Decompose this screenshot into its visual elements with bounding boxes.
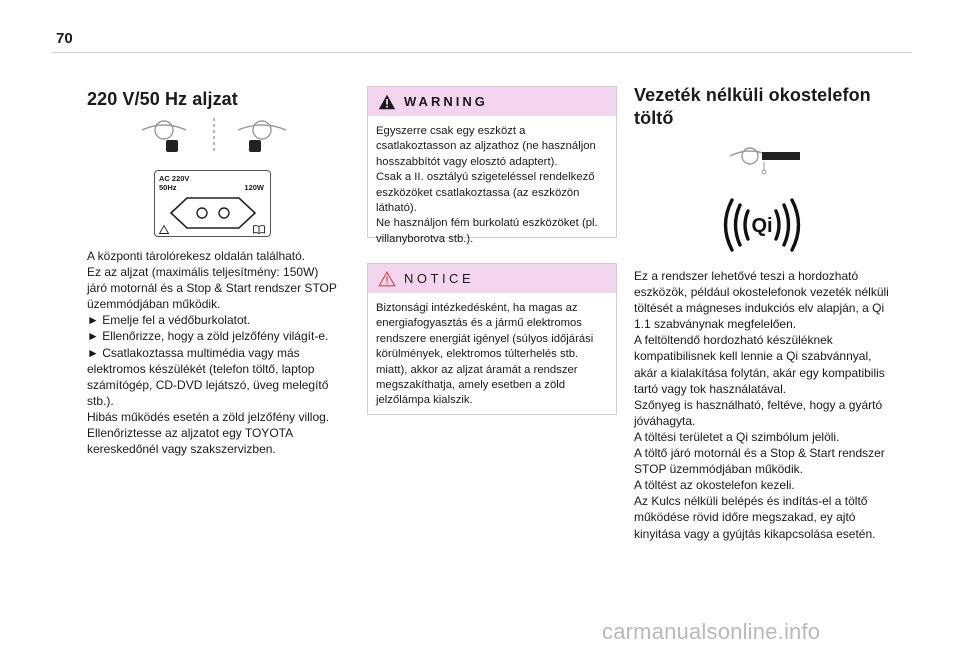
section-title-socket: 220 V/50 Hz aljzat bbox=[87, 89, 238, 109]
notice-title: NOTICE bbox=[404, 271, 475, 286]
warning-triangle-icon bbox=[378, 94, 396, 110]
text-line: töltését a mágneses indukciós elv alapján, a Qi bbox=[634, 301, 885, 316]
text-line: csatlakoztasson az aljzathoz (ne használjon bbox=[376, 140, 596, 153]
text-line: ► Ellenőrizze, hogy a zöld jelzőfény világít-e. bbox=[87, 329, 329, 344]
text-line: működése rövid időre megszakad, ey ajtó bbox=[634, 510, 856, 525]
text-line: stb.). bbox=[87, 393, 114, 408]
text-line: kompatibilisnek kell lennie a Qi szabvánnyal, bbox=[634, 349, 872, 364]
text-line: rendszere energiát igényel (súlyos időjárási bbox=[376, 332, 594, 345]
column-callouts bbox=[367, 86, 617, 407]
text-line: számítógép, CD-DVD lejátszó, üveg melegítő bbox=[87, 377, 329, 392]
text-line: akár a kialakítása folytán, akár egy kompatibilis bbox=[634, 365, 885, 380]
text-line: eszközöket csatlakoztassa (az eszközön bbox=[376, 186, 580, 199]
caution-triangle-icon bbox=[159, 225, 169, 234]
text-line: hosszabbítót vagy elosztó adaptert). bbox=[376, 155, 558, 168]
text-line: Ne használjon fém burkolatú eszközöket (pl. bbox=[376, 217, 598, 230]
socket-diagram bbox=[154, 170, 271, 237]
notice-triangle-icon bbox=[378, 271, 396, 287]
notice-callout bbox=[367, 263, 617, 415]
text-line: üzemmódjában működik. bbox=[87, 297, 221, 312]
text-line: elektromos készülékét (telefon töltő, laptop bbox=[87, 361, 315, 376]
text-line: látható). bbox=[376, 202, 417, 215]
socket-marker-icon bbox=[249, 140, 261, 152]
text-line: Biztonsági intézkedésként, ha magas az bbox=[376, 302, 578, 314]
text-line: A központi tárolórekesz oldalán található. bbox=[87, 249, 306, 263]
page-number: 70 bbox=[56, 30, 73, 47]
watermark[interactable]: carmanualsonline.info bbox=[602, 619, 821, 644]
text-line: Szőnyeg is használható, feltéve, hogy a gyártó bbox=[634, 397, 883, 412]
socket-marker-icon bbox=[166, 140, 178, 152]
qi-symbol-icon bbox=[714, 196, 810, 254]
text-line: Ellenőriztesse az aljzatot egy TOYOTA bbox=[87, 426, 294, 441]
text-line: megszakíthatja, amely esetben a zöld bbox=[376, 379, 566, 392]
section-title-line: töltő bbox=[634, 108, 674, 128]
text-line: A töltési területet a Qi szimbólum jelöli. bbox=[634, 429, 840, 444]
text-line: miatt), akkor az aljzat áramát a rendszer bbox=[376, 363, 578, 376]
text-line: eszközök, például okostelefonok vezeték nélküli bbox=[634, 285, 889, 300]
text-line: A töltő járó motornál és a Stop & Start rendszer bbox=[634, 446, 885, 461]
text-line: Egyszerre csak egy eszközt a bbox=[376, 125, 526, 137]
charger-location-icon bbox=[728, 144, 808, 180]
column-socket bbox=[87, 88, 343, 457]
console-location-icon bbox=[134, 116, 294, 158]
text-line: körülmények, elektromos túlterhelés stb. bbox=[376, 348, 579, 361]
socket-description bbox=[87, 248, 337, 457]
text-line: Az Kulcs nélküli belépés és indítás-el a töltő bbox=[634, 494, 868, 509]
qi-label: Qi bbox=[751, 215, 773, 237]
text-line: kinyitása vagy a gyújtás kikapcsolása esetén. bbox=[634, 526, 876, 541]
warning-header bbox=[368, 87, 616, 116]
top-divider bbox=[52, 52, 912, 53]
text-line: jelzőlámpa kialszik. bbox=[376, 394, 473, 407]
section-title-charger bbox=[634, 84, 904, 130]
text-line: járó motornál és a Stop & Start rendszer STOP bbox=[87, 281, 337, 296]
text-line: villanyborotva stb.). bbox=[376, 232, 474, 245]
text-line: STOP üzemmódjában működik. bbox=[634, 462, 803, 477]
charger-description bbox=[634, 268, 889, 542]
text-line: 1.1 szabványnak megfelelően. bbox=[634, 317, 797, 332]
text-line: Ez a rendszer lehetővé teszi a hordozható bbox=[634, 269, 859, 283]
manual-book-icon bbox=[253, 225, 265, 234]
text-line: A feltöltendő hordozható készüléknek bbox=[634, 333, 833, 348]
text-line: A töltést az okostelefon kezeli. bbox=[634, 478, 795, 493]
notice-header bbox=[368, 264, 616, 293]
socket-outlet-icon bbox=[171, 198, 255, 228]
text-line: Hibás működés esetén a zöld jelzőfény villog. bbox=[87, 409, 330, 424]
text-line: energiafogyasztás és a jármű elektromos bbox=[376, 317, 582, 330]
section-title-line: Vezeték nélküli okostelefon bbox=[634, 85, 871, 105]
notice-body bbox=[368, 293, 616, 417]
socket-frequency-label: 50Hz bbox=[159, 183, 177, 192]
text-line: ► Csatlakoztassa multimédia vagy más bbox=[87, 345, 300, 360]
warning-title: WARNING bbox=[404, 94, 488, 109]
text-line: ► Emelje fel a védőburkolatot. bbox=[87, 313, 251, 328]
text-line: Csak a II. osztályú szigeteléssel rendelkező bbox=[376, 171, 595, 184]
text-line: jóváhagyta. bbox=[634, 413, 696, 428]
socket-power-label: 120W bbox=[244, 183, 264, 192]
text-line: tartó vagy tok használatával. bbox=[634, 381, 787, 396]
warning-body bbox=[368, 116, 616, 255]
socket-voltage-label: AC 220V bbox=[159, 174, 190, 183]
column-wireless-charger bbox=[634, 84, 904, 541]
warning-callout bbox=[367, 86, 617, 245]
text-line: kereskedőnél vagy szakszervizben. bbox=[87, 442, 276, 457]
text-line: Ez az aljzat (maximális teljesítmény: 150W) bbox=[87, 265, 319, 280]
